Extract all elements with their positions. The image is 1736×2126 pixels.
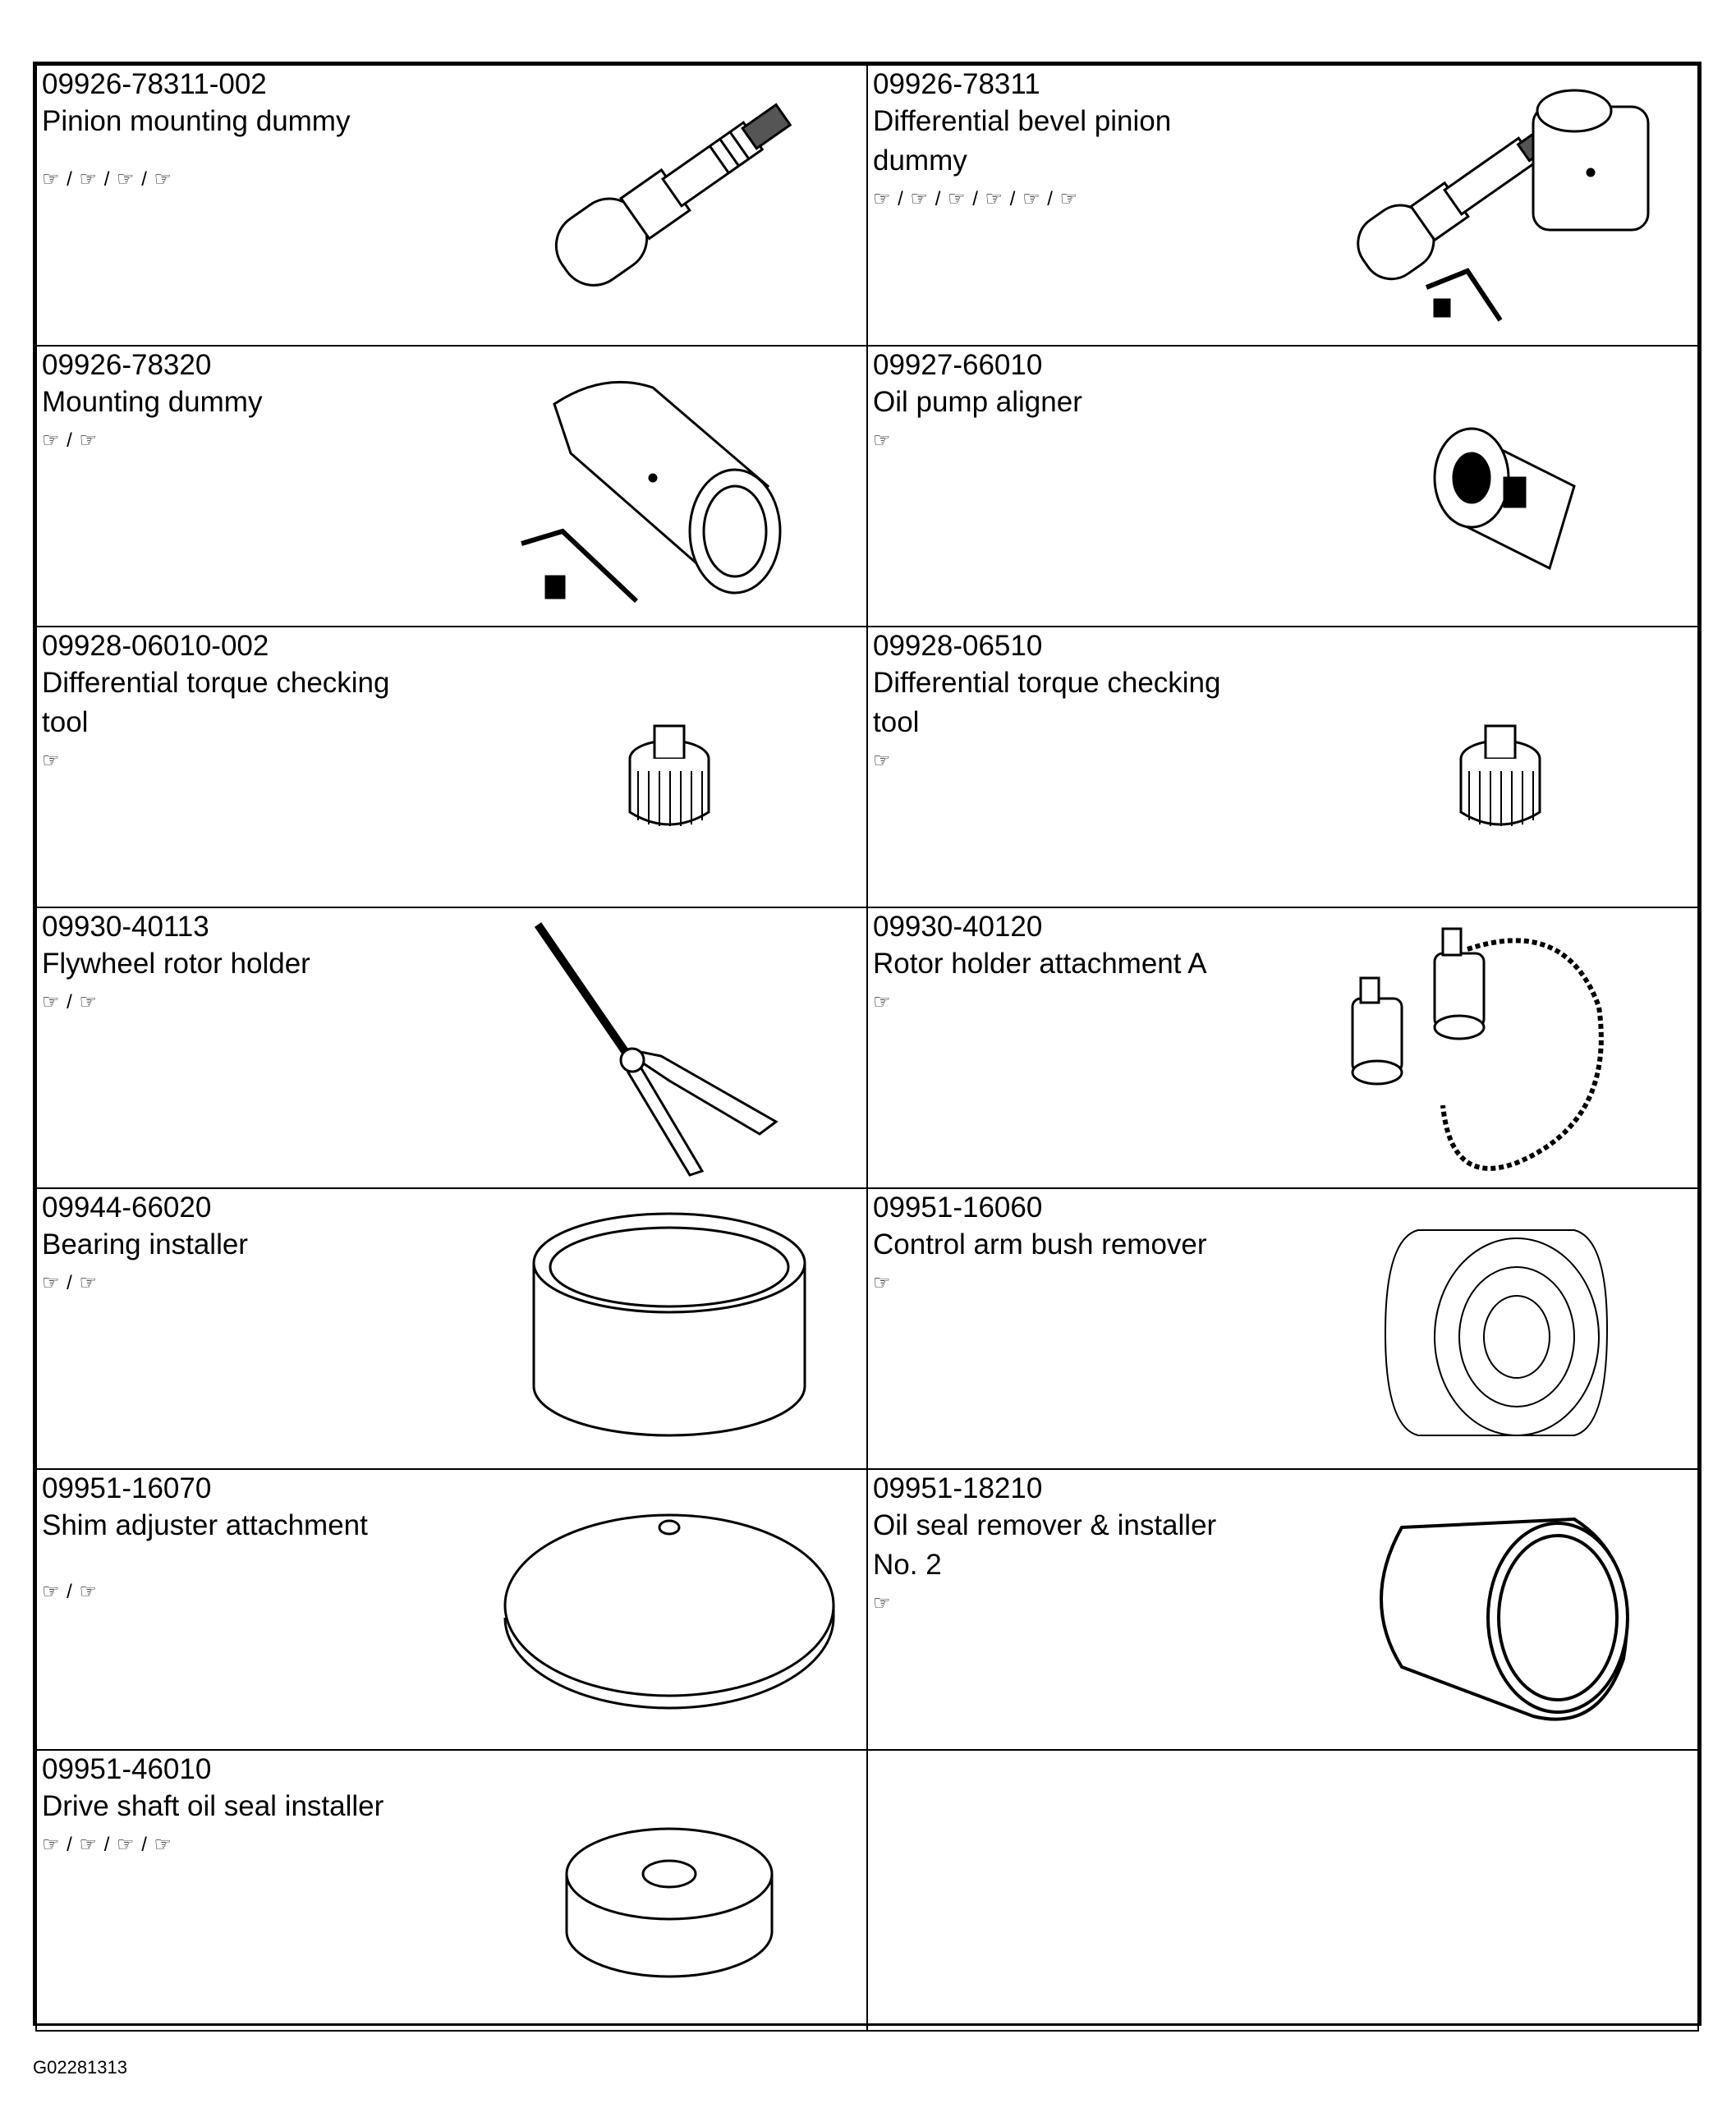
seal-installer-icon [497, 1759, 842, 2022]
reference-links[interactable]: ☞ / ☞ [42, 991, 99, 1013]
part-number: 09951-18210 [873, 1472, 1043, 1504]
tool-name: Flywheel rotor holder [42, 948, 310, 980]
seal-ring-icon [1328, 1478, 1673, 1741]
tool-name: Mounting dummy [42, 386, 263, 418]
tool-name: Oil seal remover & installer No. 2 [873, 1509, 1217, 1581]
pinion-shaft-with-dummy-icon [1328, 74, 1673, 337]
reference-links[interactable]: ☞ / ☞ [42, 429, 99, 452]
reference-links[interactable]: ☞ / ☞ / ☞ / ☞ [42, 1834, 173, 1856]
tool-cell [36, 346, 867, 627]
reference-links[interactable]: ☞ [873, 750, 892, 772]
tool-name: Rotor holder attachment A [873, 948, 1207, 980]
part-number: 09926-78311-002 [42, 68, 267, 100]
tool-name: Differential torque checking tool [42, 667, 390, 738]
rotor-attachment-icon [1328, 916, 1673, 1179]
tool-cell [36, 907, 867, 1188]
part-number: 09927-66010 [873, 349, 1043, 381]
mounting-dummy-icon [497, 355, 842, 618]
tool-cell [867, 907, 1698, 1188]
empty-cell [867, 1750, 1698, 2031]
tool-name: Oil pump aligner [873, 386, 1082, 418]
part-number: 09951-46010 [42, 1753, 212, 1785]
tool-cell [867, 346, 1698, 627]
tool-cell [867, 1188, 1698, 1469]
part-number: 09926-78320 [42, 349, 212, 381]
torque-tool-icon [497, 636, 842, 898]
part-number: 09951-16060 [873, 1192, 1043, 1224]
oil-pump-aligner-icon [1328, 355, 1673, 618]
reference-links[interactable]: ☞ / ☞ [42, 1272, 99, 1294]
tool-cell [867, 65, 1698, 346]
part-number: 09928-06510 [873, 630, 1043, 662]
part-number: 09930-40113 [42, 911, 209, 943]
special-tools-table [33, 62, 1702, 2026]
tools-grid [35, 64, 1699, 2032]
tool-cell [36, 1750, 867, 2031]
tool-name: Bearing installer [42, 1228, 248, 1260]
part-number: 09926-78311 [873, 68, 1040, 100]
pinion-shaft-icon [497, 74, 842, 337]
tool-name: Shim adjuster attachment [42, 1509, 368, 1541]
reference-links[interactable]: ☞ [873, 1272, 892, 1294]
tool-cell [36, 1188, 867, 1469]
tool-cell [867, 627, 1698, 907]
tool-cell [36, 627, 867, 907]
tool-name: Differential bevel pinion dummy [873, 105, 1172, 177]
reference-links[interactable]: ☞ [42, 750, 61, 772]
tool-cell [36, 65, 867, 346]
reference-links[interactable]: ☞ [873, 429, 892, 452]
tool-name: Control arm bush remover [873, 1228, 1207, 1260]
reference-links[interactable]: ☞ [873, 1592, 892, 1614]
bush-remover-icon [1328, 1197, 1673, 1460]
part-number: 09944-66020 [42, 1192, 212, 1224]
tool-cell [36, 1469, 867, 1750]
part-number: 09930-40120 [873, 911, 1043, 943]
part-number: 09928-06010-002 [42, 630, 269, 662]
shim-disc-icon [497, 1478, 842, 1741]
rotor-holder-icon [497, 916, 842, 1179]
tool-name: Pinion mounting dummy [42, 105, 351, 137]
bearing-ring-icon [497, 1197, 842, 1460]
reference-links[interactable]: ☞ / ☞ / ☞ / ☞ [42, 168, 173, 191]
tool-cell [867, 1469, 1698, 1750]
reference-links[interactable]: ☞ / ☞ / ☞ / ☞ / ☞ / ☞ [873, 188, 1079, 210]
part-number: 09951-16070 [42, 1472, 212, 1504]
figure-id: G02281313 [33, 2057, 127, 2078]
tool-name: Drive shaft oil seal installer [42, 1790, 384, 1822]
reference-links[interactable]: ☞ [873, 991, 892, 1013]
torque-tool-icon [1328, 636, 1673, 898]
reference-links[interactable]: ☞ / ☞ [42, 1581, 99, 1603]
tool-name: Differential torque checking tool [873, 667, 1221, 738]
